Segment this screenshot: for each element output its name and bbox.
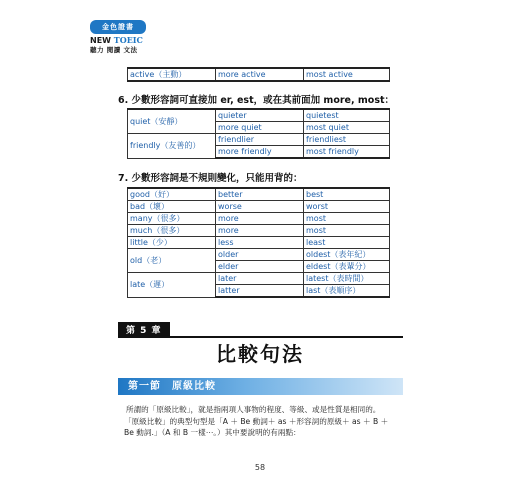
comparison-table-7: [127, 187, 390, 298]
table-cell: least: [304, 237, 390, 249]
table-row: [128, 109, 390, 122]
chapter-title: 比較句法: [216, 342, 304, 366]
table-row: [128, 273, 390, 285]
rule-7-heading: 7. 少數形容詞是不規則變化，只能用背的：: [118, 173, 303, 184]
table-cell: last（表順序）: [304, 285, 390, 298]
table-cell: best: [304, 188, 390, 201]
table-row: [128, 188, 390, 201]
body-paragraph: [124, 404, 399, 439]
rule-6-heading: 6. 少數形容詞可直接加 er, est，或在其前面加 more, most：: [118, 95, 395, 106]
table-cell: more friendly: [216, 146, 304, 159]
paragraph-line: Be 動詞.」（A 和 B 一樣⋯。）其中要說明的有兩點：: [124, 428, 301, 437]
table-cell: quietest: [304, 109, 390, 122]
logo-badge: 金色證書: [90, 20, 146, 34]
logo-subtitle: 聽力 閱讀 文法: [90, 46, 138, 54]
table-cell: late（遲）: [128, 273, 216, 298]
table-cell: little（少）: [128, 237, 216, 249]
table-cell: most active: [304, 68, 390, 81]
table-row: [128, 201, 390, 213]
page-number: 58: [254, 463, 266, 472]
table-cell: much（很多）: [128, 225, 216, 237]
table-cell: less: [216, 237, 304, 249]
comparison-table-active: [127, 67, 390, 82]
table-row: [128, 249, 390, 261]
table-row: [128, 134, 390, 146]
table-cell: most: [304, 213, 390, 225]
table-row: [128, 68, 390, 81]
table-cell: elder: [216, 261, 304, 273]
table-cell: better: [216, 188, 304, 201]
table-cell: worst: [304, 201, 390, 213]
comparison-table-6: [127, 108, 390, 159]
table-cell: active（主動）: [128, 68, 216, 81]
table-cell: later: [216, 273, 304, 285]
table-cell: more: [216, 225, 304, 237]
table-cell: old（老）: [128, 249, 216, 273]
table-cell: eldest（表輩分）: [304, 261, 390, 273]
table-cell: latest（表時間）: [304, 273, 390, 285]
table-row: [128, 213, 390, 225]
table-cell: most friendly: [304, 146, 390, 159]
table-cell: quiet（安靜）: [128, 109, 216, 134]
paragraph-line: 所謂的「原級比較」，就是指兩項人事物的程度、等級、或是性質是相同的。: [126, 405, 381, 414]
table-cell: older: [216, 249, 304, 261]
paragraph-line: 「原級比較」的典型句型是「A ＋ Be 動詞＋ as ＋形容詞的原級＋ as ＋ B ＋: [124, 416, 389, 426]
table-cell: more quiet: [216, 122, 304, 134]
table-cell: latter: [216, 285, 304, 298]
table-cell: more active: [216, 68, 304, 81]
table-cell: friendly（友善的）: [128, 134, 216, 159]
table-cell: good（好）: [128, 188, 216, 201]
chapter-label: 第 5 章: [118, 322, 170, 337]
table-cell: bad（壞）: [128, 201, 216, 213]
table-cell: most quiet: [304, 122, 390, 134]
table-row: [128, 225, 390, 237]
table-cell: friendlier: [216, 134, 304, 146]
table-cell: most: [304, 225, 390, 237]
table-row: [128, 237, 390, 249]
table-cell: more: [216, 213, 304, 225]
brand-logo: [90, 20, 146, 54]
section-title: 第一節 原級比較: [128, 381, 216, 392]
table-cell: many（很多）: [128, 213, 216, 225]
table-cell: quieter: [216, 109, 304, 122]
table-cell: worse: [216, 201, 304, 213]
table-cell: friendliest: [304, 134, 390, 146]
table-cell: oldest（表年紀）: [304, 249, 390, 261]
logo-title: NEW TOEIC: [90, 35, 143, 45]
